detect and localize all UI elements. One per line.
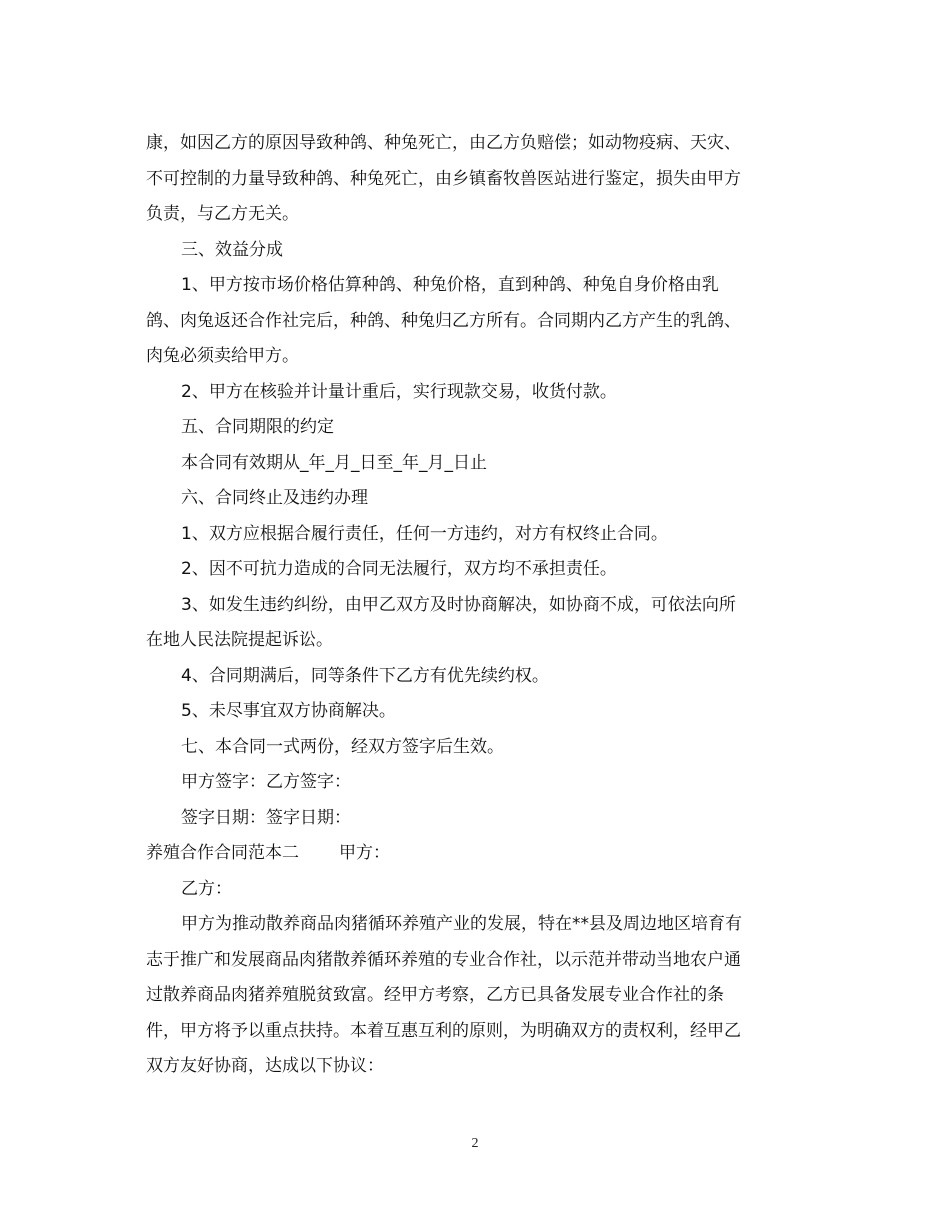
- paragraph-line: 负责，与乙方无关。: [146, 204, 299, 224]
- party-a-label: 甲方：: [339, 843, 390, 863]
- paragraph-line: 2、因不可抗力造成的合同无法履行，双方均不承担责任。: [181, 559, 617, 579]
- paragraph-line: 本合同有效期从_年_月_日至_年_月_日止: [181, 452, 487, 473]
- page-number: 2: [471, 1136, 479, 1151]
- paragraph-line: 5、未尽事宜双方协商解决。: [181, 701, 396, 721]
- paragraph-line: 甲方为推动散养商品肉猪循环养殖产业的发展，特在**县及周边地区培育有: [181, 914, 742, 934]
- contract-title: 养殖合作合同范本二: [146, 843, 299, 863]
- paragraph-line: 在地人民法院提起诉讼。: [146, 630, 333, 650]
- section-heading: 三、效益分成: [181, 239, 283, 260]
- paragraph-line: 鸽、肉兔返还合作社完后，种鸽、种兔归乙方所有。合同期内乙方产生的乳鸽、: [146, 310, 741, 331]
- party-b-label: 乙方：: [181, 878, 232, 899]
- contract-title-line: [146, 836, 806, 872]
- signature-date-line: 签字日期：签字日期：: [181, 807, 351, 828]
- paragraph-line: 1、甲方按市场价格估算种鸽、种兔价格，直到种鸽、种兔自身价格由乳: [181, 275, 719, 295]
- paragraph-line: 4、合同期满后，同等条件下乙方有优先续约权。: [181, 665, 549, 686]
- paragraph-line: 肉兔必须卖给甲方。: [146, 346, 299, 366]
- paragraph-line: 志于推广和发展商品肉猪散养循环养殖的专业合作社，以示范并带动当地农户通: [146, 949, 741, 970]
- paragraph-line: 3、如发生违约纠纷，由甲乙双方及时协商解决，如协商不成，可依法向所: [181, 594, 736, 615]
- paragraph-line: 不可控制的力量导致种鸽、种兔死亡，由乡镇畜牧兽医站进行鉴定，损失由甲方: [146, 168, 741, 189]
- paragraph-line: 1、双方应根据合履行责任，任何一方违约，对方有权终止合同。: [181, 523, 668, 544]
- section-heading: 七、本合同一式两份，经双方签字后生效。: [181, 736, 504, 757]
- paragraph-line: 康，如因乙方的原因导致种鸽、种兔死亡，由乙方负赔偿；如动物疫病、天灾、: [146, 133, 741, 153]
- paragraph-line: 2、甲方在核验并计量计重后，实行现款交易，收货付款。: [181, 381, 617, 402]
- paragraph-line: 双方友好协商，达成以下协议：: [146, 1056, 384, 1076]
- paragraph-line: 过散养商品肉猪养殖脱贫致富。经甲方考察，乙方已具备发展专业合作社的条: [146, 985, 724, 1005]
- document-body: [146, 126, 806, 1085]
- section-heading: 五、合同期限的约定: [181, 417, 334, 437]
- signature-line: 甲方签字：乙方签字：: [181, 772, 351, 792]
- section-heading: 六、合同终止及违约办理: [181, 488, 368, 508]
- paragraph-line: 件，甲方将予以重点扶持。本着互惠互利的原则，为明确双方的责权利，经甲乙: [146, 1020, 741, 1041]
